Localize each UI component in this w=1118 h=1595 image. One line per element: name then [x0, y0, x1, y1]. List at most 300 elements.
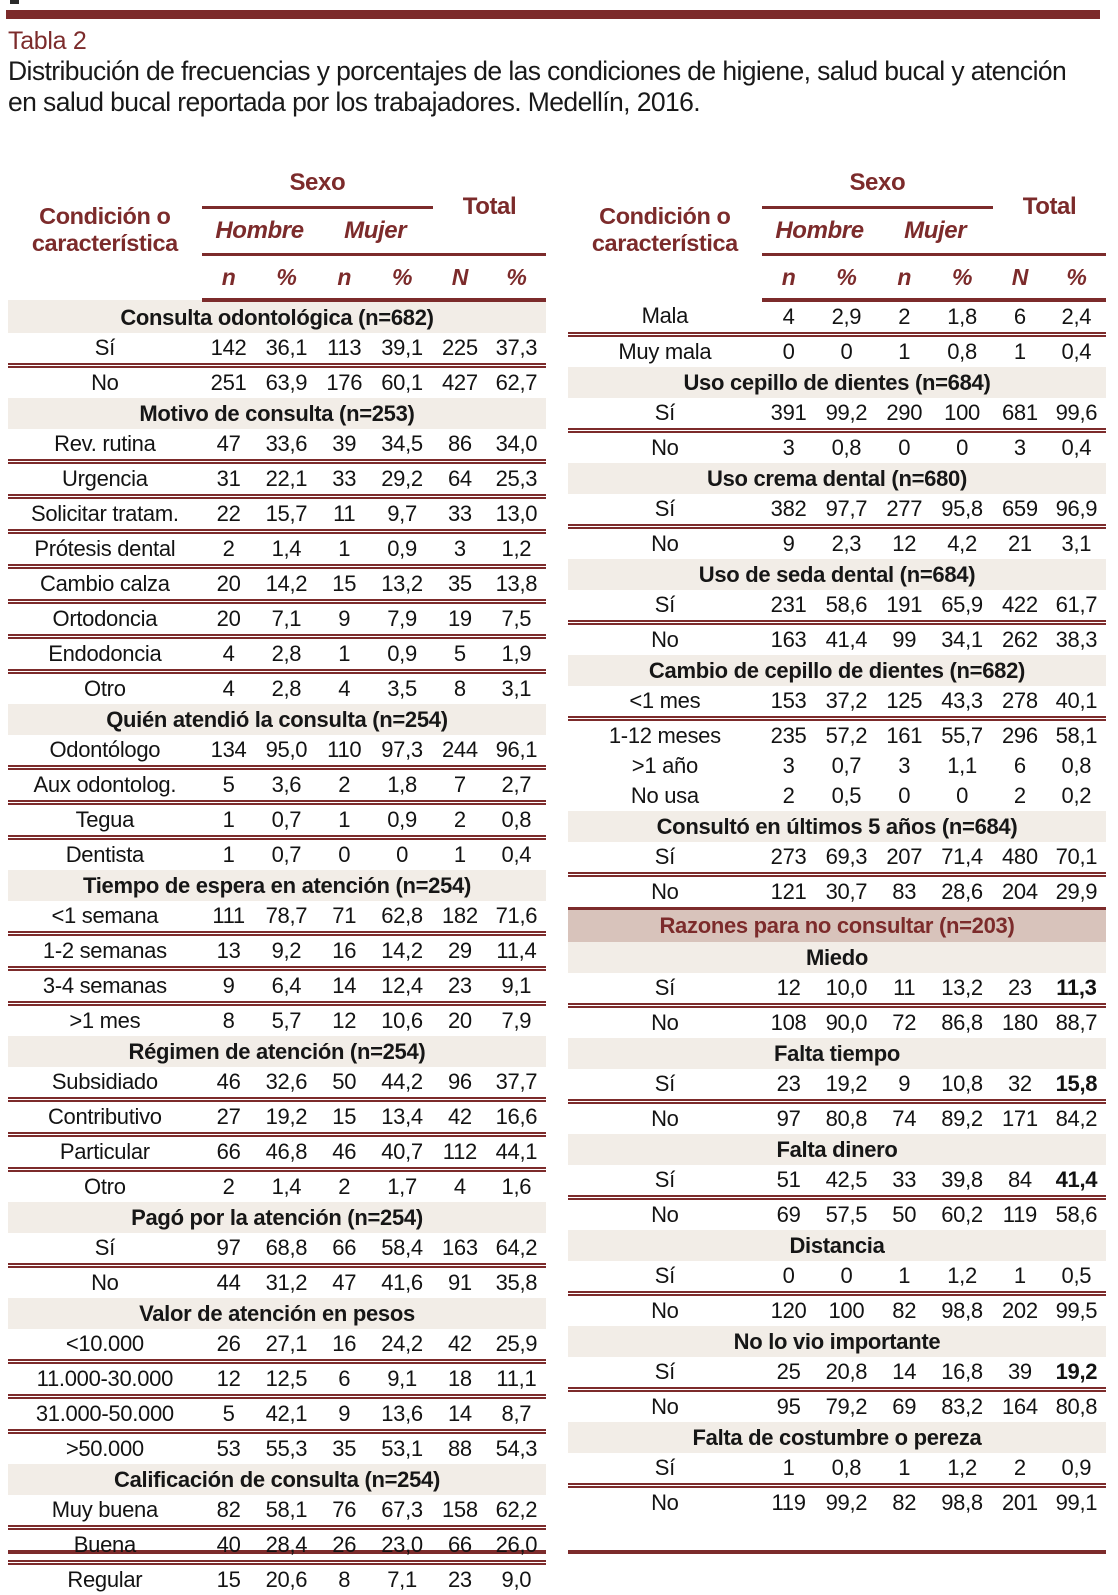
cell-value: 14: [317, 969, 371, 1004]
section-band: [8, 1202, 546, 1233]
left-table-body: [8, 300, 546, 1595]
cell-value: 1: [317, 637, 371, 672]
cell-value: 244: [433, 735, 487, 768]
data-row: [8, 1266, 546, 1299]
cell-value: 2,8: [255, 637, 317, 672]
row-label: Cambio calza: [8, 567, 202, 602]
cell-value: 0: [371, 838, 433, 871]
cell-value: 78,7: [255, 901, 317, 934]
row-label: 3-4 semanas: [8, 969, 202, 1004]
row-label: Sí: [8, 1233, 202, 1266]
cell-value: 13,2: [371, 567, 433, 602]
cell-value: 99,2: [815, 398, 877, 431]
cell-value: 22: [202, 497, 256, 532]
cell-value: 1: [317, 532, 371, 567]
header-n-mujer: n: [317, 255, 371, 301]
cell-value: 142: [202, 333, 256, 366]
data-row: [8, 768, 546, 803]
header-mujer: Mujer: [877, 208, 993, 255]
cell-value: 90,0: [815, 1006, 877, 1039]
cell-value: 4: [202, 672, 256, 705]
cell-value: 119: [993, 1198, 1047, 1231]
cell-value: 7,9: [371, 602, 433, 637]
cell-value: 26: [202, 1329, 256, 1362]
cell-value: 27,1: [255, 1329, 317, 1362]
section-band: [8, 704, 546, 735]
section-band: [568, 1422, 1106, 1453]
cell-value: 7: [433, 768, 487, 803]
top-rule-bar: [6, 10, 1100, 19]
cell-value: 480: [993, 842, 1047, 875]
cell-value: 34,1: [931, 623, 993, 656]
cell-value: 4: [317, 672, 371, 705]
cell-value: 1: [993, 335, 1047, 368]
cell-value: 13,4: [371, 1100, 433, 1135]
cell-value: 0,5: [1047, 1261, 1106, 1294]
cell-value: 9: [317, 1397, 371, 1432]
cell-value: 33: [317, 462, 371, 497]
row-label: Urgencia: [8, 462, 202, 497]
cell-value: 25,9: [487, 1329, 546, 1362]
cell-value: 97: [202, 1233, 256, 1266]
cell-value: 681: [993, 398, 1047, 431]
cell-value: 57,2: [815, 719, 877, 752]
section-band: [568, 559, 1106, 590]
cell-value: 65,9: [931, 590, 993, 623]
cell-value: 15: [317, 567, 371, 602]
header-n-hombre: n: [762, 255, 816, 301]
row-label: No: [568, 1006, 762, 1039]
cell-value: 62,7: [487, 366, 546, 399]
cell-value: 0,4: [1047, 431, 1106, 464]
data-row: [8, 901, 546, 934]
cell-value: 0: [815, 1261, 877, 1294]
cell-value: 7,1: [255, 602, 317, 637]
cell-value: 2: [202, 1170, 256, 1203]
cell-value: 39,1: [371, 333, 433, 366]
cell-value: 204: [993, 875, 1047, 909]
header-pct-hombre: %: [815, 255, 877, 301]
cell-value: 13,8: [487, 567, 546, 602]
section-band: [8, 398, 546, 429]
cell-value: 33: [433, 497, 487, 532]
cell-value: 0,7: [255, 838, 317, 871]
cell-value: 95: [762, 1390, 816, 1423]
cell-value: 42,5: [815, 1165, 877, 1198]
cell-value: 61,7: [1047, 590, 1106, 623]
cell-value: 3,1: [1047, 527, 1106, 560]
cell-value: 0,2: [1047, 781, 1106, 811]
cell-value: 3: [762, 751, 816, 781]
cell-value: 58,1: [1047, 719, 1106, 752]
cell-value: 32,6: [255, 1067, 317, 1100]
data-row: [8, 672, 546, 705]
data-row: [568, 1294, 1106, 1327]
section-band: [568, 1134, 1106, 1165]
header-pct-hombre: %: [255, 255, 317, 301]
cell-value: 2,4: [1047, 300, 1106, 335]
cell-value: 99,6: [1047, 398, 1106, 431]
section-band: [568, 655, 1106, 686]
row-label: Sí: [568, 1261, 762, 1294]
section-band-highlight: [568, 909, 1106, 943]
cell-value: 27: [202, 1100, 256, 1135]
cell-value: 11,3: [1047, 973, 1106, 1006]
cell-value: 91: [433, 1266, 487, 1299]
section-band: [8, 300, 546, 333]
cell-value: 4: [433, 1170, 487, 1203]
cell-value: 0: [877, 781, 931, 811]
cell-value: 273: [762, 842, 816, 875]
row-label: Sí: [568, 1069, 762, 1102]
cell-value: 53: [202, 1432, 256, 1465]
cell-value: 0,8: [487, 803, 546, 838]
cell-value: 47: [202, 429, 256, 462]
data-row: [8, 1329, 546, 1362]
cell-value: 110: [317, 735, 371, 768]
data-row: [8, 1170, 546, 1203]
cell-value: 80,8: [815, 1102, 877, 1135]
row-label: Otro: [8, 1170, 202, 1203]
cell-value: 60,1: [371, 366, 433, 399]
cell-value: 1,8: [371, 768, 433, 803]
cell-value: 95,8: [931, 494, 993, 527]
cell-value: 46: [317, 1135, 371, 1170]
cell-value: 12: [877, 527, 931, 560]
cell-value: 71: [317, 901, 371, 934]
section-band: [8, 1298, 546, 1329]
cell-value: 50: [317, 1067, 371, 1100]
cell-value: 251: [202, 366, 256, 399]
cell-value: 161: [877, 719, 931, 752]
header-sexo: Sexo: [762, 160, 993, 208]
cell-value: 83,2: [931, 1390, 993, 1423]
cell-value: 13,0: [487, 497, 546, 532]
cell-value: 34,0: [487, 429, 546, 462]
data-row: [8, 1100, 546, 1135]
cell-value: 8: [317, 1563, 371, 1595]
data-row: [8, 969, 546, 1004]
cell-value: 277: [877, 494, 931, 527]
cell-value: 88: [433, 1432, 487, 1465]
cell-value: 47: [317, 1266, 371, 1299]
cell-value: 20: [202, 567, 256, 602]
section-band: [8, 1036, 546, 1067]
cell-value: 2: [993, 781, 1047, 811]
cell-value: 39,8: [931, 1165, 993, 1198]
section-band: [568, 1038, 1106, 1069]
cell-value: 0,4: [487, 838, 546, 871]
cell-value: 23: [762, 1069, 816, 1102]
cell-value: 6: [317, 1362, 371, 1397]
left-table-header: [8, 160, 546, 300]
cell-value: 113: [317, 333, 371, 366]
data-row: [568, 335, 1106, 368]
cell-value: 15: [317, 1100, 371, 1135]
cell-value: 89,2: [931, 1102, 993, 1135]
cell-value: 19,2: [815, 1069, 877, 1102]
cell-value: 33: [877, 1165, 931, 1198]
cell-value: 24,2: [371, 1329, 433, 1362]
cell-value: 13,6: [371, 1397, 433, 1432]
cell-value: 119: [762, 1486, 816, 1519]
cell-value: 57,5: [815, 1198, 877, 1231]
cell-value: 8: [433, 672, 487, 705]
cell-value: 4,2: [931, 527, 993, 560]
cell-value: 23: [433, 1563, 487, 1595]
data-row: [568, 398, 1106, 431]
cell-value: 39: [317, 429, 371, 462]
cell-value: 0: [317, 838, 371, 871]
data-row: [8, 532, 546, 567]
cell-value: 231: [762, 590, 816, 623]
cell-value: 191: [877, 590, 931, 623]
cell-value: 99,2: [815, 1486, 877, 1519]
cell-value: 21: [993, 527, 1047, 560]
cell-value: 14: [433, 1397, 487, 1432]
tables-container: [8, 160, 1106, 1554]
cell-value: 25: [762, 1357, 816, 1390]
cell-value: 7,5: [487, 602, 546, 637]
cell-value: 0: [931, 781, 993, 811]
section-band-title: Valor de atención en pesos: [8, 1298, 546, 1329]
data-row: [568, 623, 1106, 656]
cell-value: 180: [993, 1006, 1047, 1039]
cell-value: 382: [762, 494, 816, 527]
cell-value: 86,8: [931, 1006, 993, 1039]
cell-value: 1: [762, 1453, 816, 1486]
section-band: [568, 367, 1106, 398]
cell-value: 84: [993, 1165, 1047, 1198]
cell-value: 30,7: [815, 875, 877, 909]
cell-value: 2: [317, 1170, 371, 1203]
data-row: [8, 333, 546, 366]
header-pct-mujer: %: [371, 255, 433, 301]
cell-value: 40,1: [1047, 686, 1106, 719]
cell-value: 80,8: [1047, 1390, 1106, 1423]
data-row: [8, 637, 546, 672]
data-row: [8, 838, 546, 871]
cell-value: 26,0: [487, 1528, 546, 1563]
data-row: [568, 1261, 1106, 1294]
row-label: Sí: [568, 842, 762, 875]
cell-value: 3: [877, 751, 931, 781]
cell-value: 44,2: [371, 1067, 433, 1100]
cell-value: 11,4: [487, 934, 546, 969]
cell-value: 163: [762, 623, 816, 656]
cell-value: 66: [202, 1135, 256, 1170]
cell-value: 1: [202, 803, 256, 838]
cell-value: 3: [762, 431, 816, 464]
cell-value: 1,4: [255, 532, 317, 567]
data-row: [8, 1397, 546, 1432]
left-table: [8, 160, 546, 1595]
header-total: Total: [433, 160, 546, 255]
cell-value: 1,2: [931, 1453, 993, 1486]
right-table-wrap: [568, 160, 1106, 1554]
cell-value: 58,6: [1047, 1198, 1106, 1231]
cell-value: 42: [433, 1329, 487, 1362]
cell-value: 3,1: [487, 672, 546, 705]
cell-value: 15: [202, 1563, 256, 1595]
row-label: <1 semana: [8, 901, 202, 934]
cell-value: 0: [815, 335, 877, 368]
cell-value: 88,7: [1047, 1006, 1106, 1039]
cell-value: 0: [931, 431, 993, 464]
cell-value: 0,8: [931, 335, 993, 368]
cell-value: 69: [762, 1198, 816, 1231]
data-row: [8, 934, 546, 969]
section-band-title: Consulta odontológica (n=682): [8, 300, 546, 333]
cell-value: 14,2: [255, 567, 317, 602]
cell-value: 42: [433, 1100, 487, 1135]
row-label: Aux odontolog.: [8, 768, 202, 803]
row-label: Sí: [568, 1453, 762, 1486]
section-band: [568, 811, 1106, 842]
cell-value: 1,9: [487, 637, 546, 672]
cell-value: 201: [993, 1486, 1047, 1519]
cell-value: 16: [317, 934, 371, 969]
cell-value: 33,6: [255, 429, 317, 462]
cell-value: 207: [877, 842, 931, 875]
data-row: [568, 1390, 1106, 1423]
cell-value: 9,2: [255, 934, 317, 969]
cell-value: 3,5: [371, 672, 433, 705]
cell-value: 1: [433, 838, 487, 871]
row-label: No: [8, 1266, 202, 1299]
cell-value: 96,9: [1047, 494, 1106, 527]
section-band-title: Uso cepillo de dientes (n=684): [568, 367, 1106, 398]
cell-value: 422: [993, 590, 1047, 623]
row-label: Sí: [568, 1165, 762, 1198]
row-label: Odontólogo: [8, 735, 202, 768]
cell-value: 20,8: [815, 1357, 877, 1390]
cell-value: 11: [317, 497, 371, 532]
cell-value: 20: [433, 1004, 487, 1037]
cell-value: 97,3: [371, 735, 433, 768]
cell-value: 1,2: [487, 532, 546, 567]
left-table-wrap: [8, 160, 546, 1554]
cell-value: 35,8: [487, 1266, 546, 1299]
data-row: [8, 1004, 546, 1037]
cell-value: 44: [202, 1266, 256, 1299]
cell-value: 66: [433, 1528, 487, 1563]
cell-value: 5: [202, 1397, 256, 1432]
row-label: Regular: [8, 1563, 202, 1595]
cell-value: 71,6: [487, 901, 546, 934]
row-label: No usa: [568, 781, 762, 811]
cell-value: 12,5: [255, 1362, 317, 1397]
data-row: [568, 1486, 1106, 1519]
stray-print-mark: [10, 0, 19, 4]
cell-value: 1: [993, 1261, 1047, 1294]
cell-value: 62,2: [487, 1495, 546, 1528]
cell-value: 7,9: [487, 1004, 546, 1037]
cell-value: 82: [877, 1486, 931, 1519]
cell-value: 2: [762, 781, 816, 811]
cell-value: 0,9: [371, 637, 433, 672]
data-row: [8, 1432, 546, 1465]
cell-value: 46,8: [255, 1135, 317, 1170]
cell-value: 1: [202, 838, 256, 871]
cell-value: 20,6: [255, 1563, 317, 1595]
cell-value: 0,5: [815, 781, 877, 811]
cell-value: 9,1: [487, 969, 546, 1004]
title-block: [8, 26, 1093, 118]
cell-value: 10,8: [931, 1069, 993, 1102]
row-label: Muy mala: [568, 335, 762, 368]
cell-value: 31,2: [255, 1266, 317, 1299]
row-label: No: [568, 875, 762, 909]
section-band-title: Consultó en últimos 5 años (n=684): [568, 811, 1106, 842]
cell-value: 76: [317, 1495, 371, 1528]
cell-value: 34,5: [371, 429, 433, 462]
cell-value: 2: [202, 532, 256, 567]
data-row: [568, 686, 1106, 719]
cell-value: 19,2: [1047, 1357, 1106, 1390]
section-band-title: Falta dinero: [568, 1134, 1106, 1165]
cell-value: 51: [762, 1165, 816, 1198]
cell-value: 13: [202, 934, 256, 969]
row-label: 1-2 semanas: [8, 934, 202, 969]
cell-value: 9: [202, 969, 256, 1004]
cell-value: 134: [202, 735, 256, 768]
cell-value: 2: [877, 300, 931, 335]
section-band-title: Calificación de consulta (n=254): [8, 1464, 546, 1495]
cell-value: 71,4: [931, 842, 993, 875]
cell-value: 112: [433, 1135, 487, 1170]
row-label: 31.000-50.000: [8, 1397, 202, 1432]
cell-value: 29,2: [371, 462, 433, 497]
cell-value: 97: [762, 1102, 816, 1135]
cell-value: 41,4: [1047, 1165, 1106, 1198]
row-label: Contributivo: [8, 1100, 202, 1135]
cell-value: 4: [202, 637, 256, 672]
section-band: [8, 1464, 546, 1495]
section-band-title: Razones para no consultar (n=203): [568, 909, 1106, 943]
row-label: 1-12 meses: [568, 719, 762, 752]
cell-value: 86: [433, 429, 487, 462]
cell-value: 1,4: [255, 1170, 317, 1203]
cell-value: 225: [433, 333, 487, 366]
cell-value: 50: [877, 1198, 931, 1231]
row-label: No: [8, 366, 202, 399]
section-band-title: Miedo: [568, 942, 1106, 973]
cell-value: 108: [762, 1006, 816, 1039]
cell-value: 14,2: [371, 934, 433, 969]
data-row: [8, 1362, 546, 1397]
cell-value: 391: [762, 398, 816, 431]
cell-value: 31: [202, 462, 256, 497]
cell-value: 0,4: [1047, 335, 1106, 368]
cell-value: 0,7: [815, 751, 877, 781]
cell-value: 158: [433, 1495, 487, 1528]
cell-value: 16: [317, 1329, 371, 1362]
cell-value: 64,2: [487, 1233, 546, 1266]
cell-value: 9,7: [371, 497, 433, 532]
section-band-title: Falta tiempo: [568, 1038, 1106, 1069]
cell-value: 121: [762, 875, 816, 909]
cell-value: 36,1: [255, 333, 317, 366]
section-band-title: Motivo de consulta (n=253): [8, 398, 546, 429]
header-total: Total: [993, 160, 1106, 255]
row-label: Subsidiado: [8, 1067, 202, 1100]
cell-value: 40: [202, 1528, 256, 1563]
data-row: [568, 300, 1106, 335]
cell-value: 55,7: [931, 719, 993, 752]
cell-value: 12: [762, 973, 816, 1006]
section-band: [568, 463, 1106, 494]
